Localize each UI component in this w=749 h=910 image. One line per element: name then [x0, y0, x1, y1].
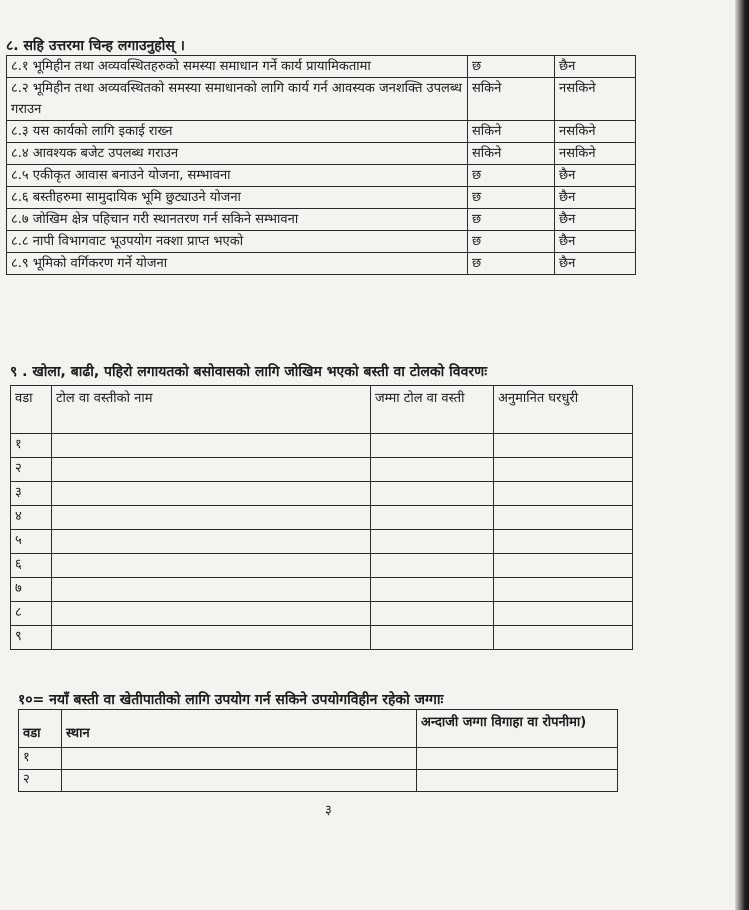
q8-option-yes[interactable]: छ	[468, 56, 555, 78]
q8-row	[7, 143, 636, 165]
q9-total-cell[interactable]	[371, 458, 494, 482]
q9-col-total: जम्मा टोल वा वस्ती	[371, 386, 494, 434]
q9-total-cell[interactable]	[371, 506, 494, 530]
q9-ward-number: १	[11, 434, 52, 458]
q8-question: ८.६ बस्तीहरुमा सामुदायिक भूमि छुट्याउने योजना	[7, 187, 468, 209]
q8-option-yes[interactable]: छ	[468, 165, 555, 187]
q8-option-no[interactable]: नसकिने	[555, 121, 636, 143]
q8-question: ८.८ नापी विभागवाट भूउपयोग नक्शा प्राप्त भएको	[7, 231, 468, 253]
q9-row	[11, 506, 633, 530]
q8-option-no[interactable]: छैन	[555, 253, 636, 275]
q8-option-yes[interactable]: सकिने	[468, 78, 555, 121]
q9-name-cell[interactable]	[52, 506, 371, 530]
q9-ward-number: ८	[11, 602, 52, 626]
q9-row	[11, 602, 633, 626]
q10-ward-number: १	[19, 748, 62, 770]
q10-row	[19, 770, 618, 792]
q9-households-cell[interactable]	[494, 458, 633, 482]
q9-households-cell[interactable]	[494, 626, 633, 650]
q9-households-cell[interactable]	[494, 482, 633, 506]
q9-total-cell[interactable]	[371, 602, 494, 626]
q8-question: ८.२ भूमिहीन तथा अव्यवस्थितको समस्या समाधानको लागि कार्य गर्न आवस्यक जनशक्ति उपलब्ध गराउन	[7, 78, 468, 121]
q10-heading: १०= नयाँ बस्ती वा खेतीपातीको लागि उपयोग गर्न सकिने उपयोगविहीन रहेको जग्गाः	[18, 692, 444, 708]
q9-row	[11, 482, 633, 506]
q9-row	[11, 458, 633, 482]
q8-option-yes[interactable]: सकिने	[468, 143, 555, 165]
page-edge-shadow	[735, 0, 749, 910]
q9-name-cell[interactable]	[52, 434, 371, 458]
q9-ward-number: २	[11, 458, 52, 482]
q9-heading: ९ . खोला, बाढी, पहिरो लगायतको बसोवासको लागि जोखिम भएको बस्ती वा टोलको विवरणः	[10, 364, 488, 380]
q10-table	[18, 709, 618, 792]
q8-row	[7, 78, 636, 121]
q9-households-cell[interactable]	[494, 554, 633, 578]
q8-row	[7, 209, 636, 231]
q9-col-households: अनुमानित घरधुरी	[494, 386, 633, 434]
q9-ward-number: ४	[11, 506, 52, 530]
q8-heading: ८. सहि उत्तरमा चिन्ह लगाउनुहोस् ।	[6, 38, 185, 54]
q10-area-cell[interactable]	[417, 770, 618, 792]
q8-question: ८.१ भूमिहीन तथा अव्यवस्थितहरुको समस्या समाधान गर्ने कार्य प्रायामिकतामा	[7, 56, 468, 78]
q8-question: ८.७ जोखिम क्षेत्र पहिचान गरी स्थानतरण गर्न सकिने सम्भावना	[7, 209, 468, 231]
q8-option-yes[interactable]: छ	[468, 231, 555, 253]
q8-option-no[interactable]: छैन	[555, 231, 636, 253]
q10-col-place: स्थान	[62, 710, 417, 748]
q9-name-cell[interactable]	[52, 626, 371, 650]
q9-name-cell[interactable]	[52, 530, 371, 554]
q9-row	[11, 530, 633, 554]
q9-col-ward: वडा	[11, 386, 52, 434]
q9-col-name: टोल वा वस्तीको नाम	[52, 386, 371, 434]
q9-name-cell[interactable]	[52, 578, 371, 602]
q9-total-cell[interactable]	[371, 578, 494, 602]
q8-question: ८.३ यस कार्यको लागि इकाई राख्न	[7, 121, 468, 143]
q8-option-no[interactable]: छैन	[555, 165, 636, 187]
q9-households-cell[interactable]	[494, 578, 633, 602]
q8-option-yes[interactable]: छ	[468, 209, 555, 231]
q10-place-cell[interactable]	[62, 770, 417, 792]
q9-households-cell[interactable]	[494, 602, 633, 626]
q8-option-yes[interactable]: छ	[468, 253, 555, 275]
q9-total-cell[interactable]	[371, 434, 494, 458]
q8-option-no[interactable]: छैन	[555, 187, 636, 209]
q9-ward-number: ९	[11, 626, 52, 650]
q9-households-cell[interactable]	[494, 530, 633, 554]
q9-row	[11, 626, 633, 650]
q8-question: ८.५ एकीकृत आवास बनाउने योजना, सम्भावना	[7, 165, 468, 187]
q10-col-ward: वडा	[19, 710, 62, 748]
q8-row	[7, 253, 636, 275]
q10-ward-number: २	[19, 770, 62, 792]
q9-row	[11, 554, 633, 578]
q8-question: ८.४ आवश्यक बजेट उपलब्ध गराउन	[7, 143, 468, 165]
q8-row	[7, 231, 636, 253]
q9-total-cell[interactable]	[371, 554, 494, 578]
q8-row	[7, 121, 636, 143]
q8-option-yes[interactable]: सकिने	[468, 121, 555, 143]
q8-question: ८.९ भूमिको वर्गिकरण गर्ने योजना	[7, 253, 468, 275]
q9-name-cell[interactable]	[52, 458, 371, 482]
q9-table	[10, 385, 633, 650]
q9-households-cell[interactable]	[494, 434, 633, 458]
q8-option-no[interactable]: नसकिने	[555, 143, 636, 165]
q9-ward-number: ७	[11, 578, 52, 602]
q9-row	[11, 578, 633, 602]
q9-total-cell[interactable]	[371, 626, 494, 650]
q8-option-no[interactable]: छैन	[555, 56, 636, 78]
q9-row	[11, 434, 633, 458]
q9-households-cell[interactable]	[494, 506, 633, 530]
q8-row	[7, 165, 636, 187]
q9-ward-number: ५	[11, 530, 52, 554]
q10-row	[19, 748, 618, 770]
q8-row	[7, 187, 636, 209]
q8-option-yes[interactable]: छ	[468, 187, 555, 209]
q9-ward-number: ६	[11, 554, 52, 578]
q9-name-cell[interactable]	[52, 602, 371, 626]
q8-option-no[interactable]: छैन	[555, 209, 636, 231]
q10-place-cell[interactable]	[62, 748, 417, 770]
q10-col-area: अन्दाजी जग्गा विगाहा वा रोपनीमा)	[417, 710, 618, 748]
q9-ward-number: ३	[11, 482, 52, 506]
page-number: ३	[325, 803, 332, 818]
q9-total-cell[interactable]	[371, 482, 494, 506]
q10-area-cell[interactable]	[417, 748, 618, 770]
q9-total-cell[interactable]	[371, 530, 494, 554]
q8-option-no[interactable]: नसकिने	[555, 78, 636, 121]
q9-name-cell[interactable]	[52, 482, 371, 506]
q8-table	[6, 55, 636, 275]
q8-row	[7, 56, 636, 78]
q9-name-cell[interactable]	[52, 554, 371, 578]
